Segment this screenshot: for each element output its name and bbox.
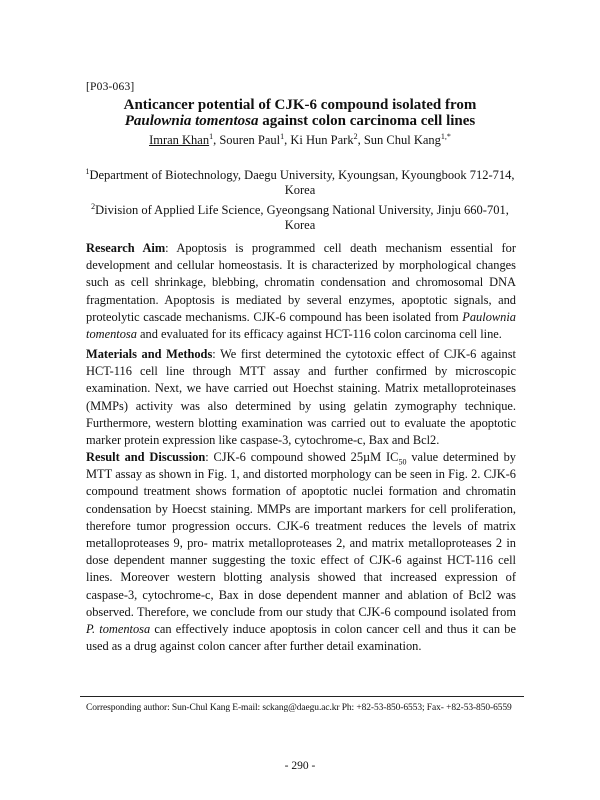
paragraph-text: can effectively induce apoptosis in colon cancer cell and thus it can be used as a drug against colon cancer after further detail examination. [86, 622, 516, 654]
abstract-code: [P03-063] [86, 81, 135, 93]
affiliation-2 [80, 199, 520, 233]
affiliation-1 [80, 164, 520, 198]
corresponding-author-footer: Corresponding author: Sun-Chul Kang E-mail: sckang@daegu.ac.kr Ph: +82-53-850-6553; Fax- +82-53-850-6559 [86, 703, 512, 713]
section-heading: Research Aim [86, 241, 166, 255]
author-name: Sun Chul Kang [363, 133, 441, 148]
author-separator: , [284, 133, 291, 148]
section-heading: Materials and Methods [86, 347, 213, 361]
subscript: 50 [398, 457, 407, 467]
title-line-2-rest: against colon carcinoma cell lines [258, 113, 476, 129]
author-separator: , [357, 133, 364, 148]
author-affiliation-mark: 2 [353, 132, 358, 141]
methods-paragraph [86, 346, 516, 449]
author-affiliation-mark: 1,* [440, 132, 451, 141]
footer-divider [80, 696, 524, 697]
author-name: Imran Khan [149, 133, 210, 148]
title-line-2 [60, 113, 540, 129]
title-line-1: Anticancer potential of CJK-6 compound isolated from [123, 97, 477, 113]
paragraph-text: : CJK-6 compound showed 25µM IC [205, 450, 399, 464]
results-paragraph [86, 449, 516, 655]
affiliation-line: Division of Applied Life Science, Gyeongsang National University, Jinju 660-701, [95, 203, 509, 218]
page-number: - 290 - [284, 760, 316, 772]
paragraph-text: value determined by MTT assay as shown in Fig. 1, and distorted morphology can be seen in Fig. 2. CJK-6 compound treatment shows formation of apoptotic nuclei formation and chromatin condensation by Hoecst staining. MMPs are important markers for cell proliferation, therefore tumor progression occurs. CJK-6 treatment reduces the levels of matrix metalloproteases 9, pro- matrix metalloproteases 2, and matrix metalloproteases 2 in dose dependent manner suggesting the toxic effect of CJK-6 against HCT-116 cell lines. Moreover western blotting analysis showed that increased expression of caspase-3, cytochrome-c, Bax in dose dependent manner and ablation of Bcl2 was observed. Therefore, we conclude from our study that CJK-6 compound isolated from [86, 450, 517, 619]
paragraph-text: and evaluated for its efficacy against HCT-116 colon carcinoma cell line. [136, 327, 502, 342]
species-italic: Paulownia tomentosa [86, 309, 516, 342]
paragraph-text: : We first determined the cytotoxic effect of CJK-6 against HCT-116 cell line through MTT assay and further confirmed by microscopic examination. Next, we have carried out Hoechst staining. Matrix metalloproteinases (MMPs) activity was also determined by using gelatin zymography technique. Furthermore, western blotting examination was carried out to evaluate the apoptotic marker protein expression like caspase-3, cytochrome-c, Bax and Bcl2. [86, 347, 516, 448]
author-affiliation-mark: 1 [209, 132, 214, 141]
research-aim-paragraph [86, 240, 516, 343]
affiliation-mark: 1 [85, 167, 90, 176]
affiliation-line: Department of Biotechnology, Daegu University, Kyoungsan, Kyoungbook 712-714, [89, 168, 515, 183]
author-separator: , [213, 133, 220, 148]
author-name: Ki Hun Park [290, 133, 354, 148]
paragraph-text: : Apoptosis is programmed cell death mechanism essential for development and cellular homeostasis. It is characterized by morphological changes such as cell shrinkage, blebbing, chromatin condensation and chromosomal DNA fragmentation. Apoptosis is mediated by several enzymes, apoptotic signals, and proteolytic cascade mechanisms. CJK-6 compound has been isolated from [86, 241, 516, 324]
author-name: Souren Paul [219, 133, 281, 148]
affiliation-country: Korea [284, 183, 316, 198]
title-species-italic: Paulownia tomentosa [124, 113, 259, 129]
section-heading: Result and Discussion [86, 450, 206, 464]
author-list [60, 132, 540, 148]
affiliation-mark: 2 [91, 202, 96, 211]
species-italic: P. tomentosa [86, 622, 151, 637]
author-affiliation-mark: 1 [280, 132, 285, 141]
affiliation-country: Korea [284, 218, 316, 233]
